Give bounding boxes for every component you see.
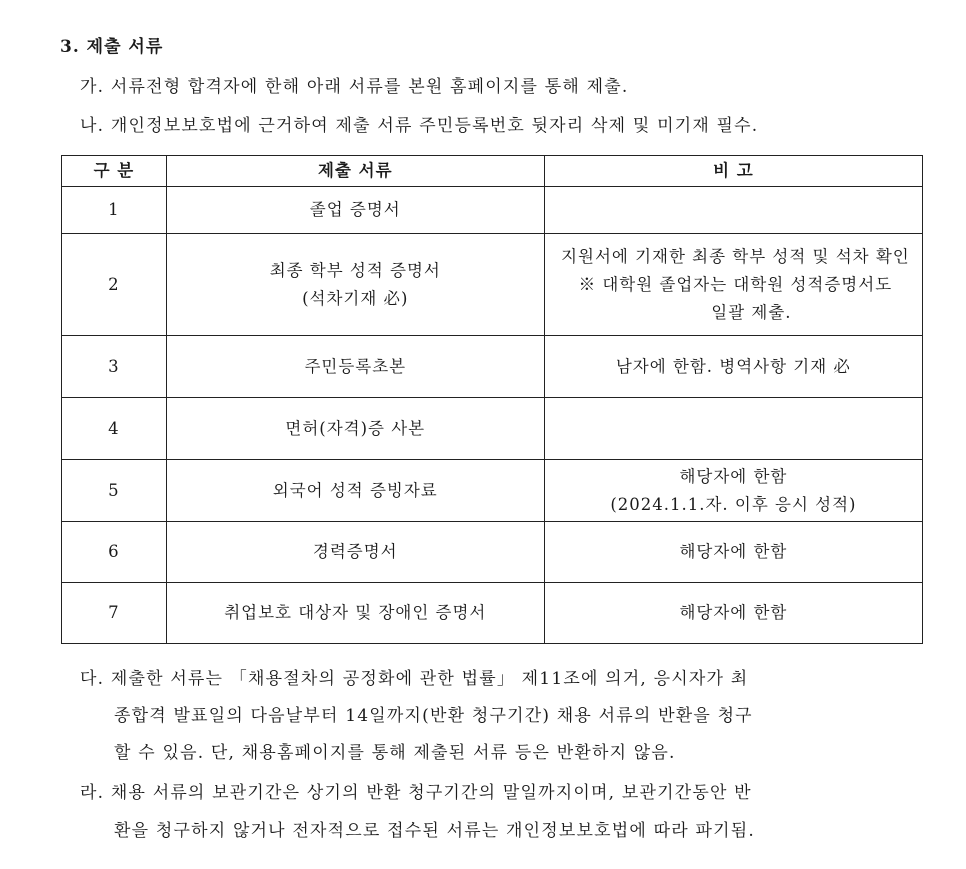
row-number: 6 — [62, 522, 167, 583]
table-row — [62, 187, 923, 234]
outro-text-line: 환을 청구하지 않거나 전자적으로 접수된 서류는 개인정보보호법에 따라 파기됨. — [114, 821, 755, 841]
row-number: 5 — [62, 460, 167, 522]
intro-text: 개인정보보호법에 근거하여 제출 서류 주민등록번호 뒷자리 삭제 및 미기재 필수. — [110, 116, 759, 136]
row-number: 2 — [62, 234, 167, 336]
table-row — [62, 336, 923, 398]
section-title: 3. 제출 서류 — [60, 37, 164, 57]
table-row — [62, 522, 923, 583]
table-row — [62, 583, 923, 644]
header-remarks: 비 고 — [544, 156, 922, 187]
outro-text-line: 할 수 있음. 단, 채용홈페이지를 통해 제출된 서류 등은 반환하지 않음. — [114, 743, 676, 763]
remark-cell: 남자에 한함. 병역사항 기재 必 — [544, 336, 922, 398]
remark-cell — [544, 398, 922, 460]
row-number: 4 — [62, 398, 167, 460]
outro-text-line: 채용 서류의 보관기간은 상기의 반환 청구기간의 말일까지이며, 보관기간동안 반 — [110, 783, 752, 803]
intro-text: 서류전형 합격자에 한해 아래 서류를 본원 홈페이지를 통해 제출. — [110, 77, 629, 97]
row-number: 7 — [62, 583, 167, 644]
intro-item-na — [80, 111, 758, 136]
document-name: 최종 학부 성적 증명서 (석차기재 必) — [166, 234, 544, 336]
list-marker: 나. — [80, 116, 105, 136]
list-marker: 라. — [80, 783, 105, 803]
documents-table — [61, 155, 923, 644]
remark-cell — [544, 187, 922, 234]
document-name: 졸업 증명서 — [166, 187, 544, 234]
table-header-row — [62, 156, 923, 187]
outro-item-da — [80, 664, 748, 689]
remark-cell: 해당자에 한함 — [544, 522, 922, 583]
header-documents: 제출 서류 — [166, 156, 544, 187]
remark-cell: 지원서에 기재한 최종 학부 성적 및 석차 확인 ※ 대학원 졸업자는 대학원 성적증명서도 일괄 제출. — [544, 234, 922, 336]
row-number: 1 — [62, 187, 167, 234]
document-name: 주민등록초본 — [166, 336, 544, 398]
remark-cell: 해당자에 한함 — [544, 583, 922, 644]
table-row — [62, 398, 923, 460]
document-name: 경력증명서 — [166, 522, 544, 583]
remark-cell: 해당자에 한함 (2024.1.1.자. 이후 응시 성적) — [544, 460, 922, 522]
list-marker: 가. — [80, 77, 105, 97]
document-name: 취업보호 대상자 및 장애인 증명서 — [166, 583, 544, 644]
document-name: 외국어 성적 증빙자료 — [166, 460, 544, 522]
document-name: 면허(자격)증 사본 — [166, 398, 544, 460]
header-category: 구 분 — [62, 156, 167, 187]
row-number: 3 — [62, 336, 167, 398]
list-marker: 다. — [80, 669, 105, 689]
table-row — [62, 234, 923, 336]
outro-text-line: 종합격 발표일의 다음날부터 14일까지(반환 청구기간) 채용 서류의 반환을 청구 — [114, 706, 753, 726]
table-row — [62, 460, 923, 522]
intro-item-ga — [80, 72, 628, 97]
outro-text-line: 제출한 서류는 「채용절차의 공정화에 관한 법률」 제11조에 의거, 응시자가 최 — [110, 669, 749, 689]
outro-item-ra — [80, 778, 752, 803]
